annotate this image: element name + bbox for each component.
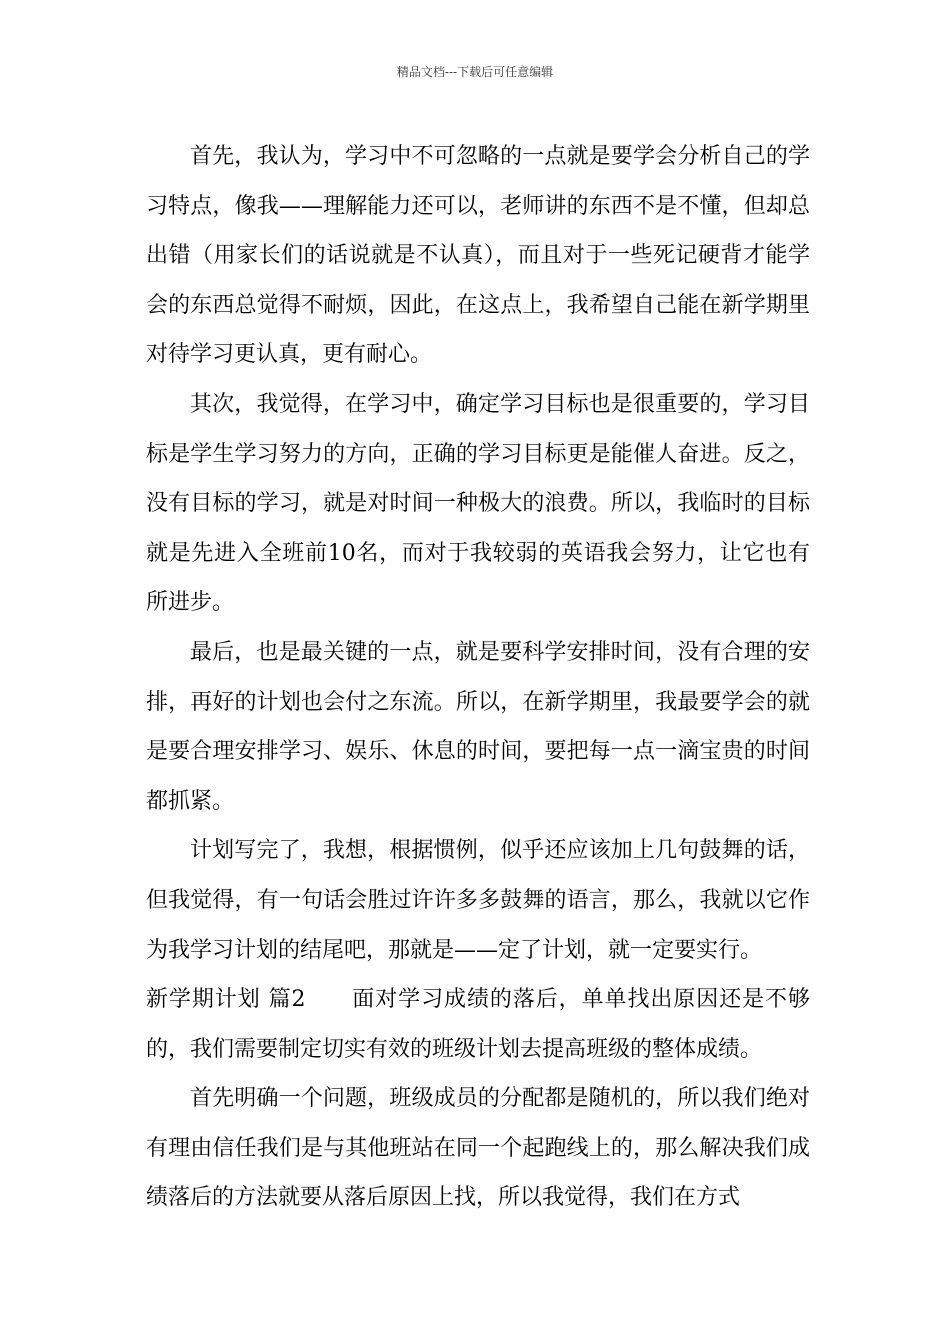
paragraph-learning-goals: 其次，我觉得，在学习中，确定学习目标也是很重要的，学习目标是学生学习努力的方向，正确的学习目标更是能催人奋进。反之，没有目标的学习，就是对时间一种极大的浪费。所以，我临时的目标就是先进入全班前10名，而对于我较弱的英语我会努力，让它也有所进步。 [146,391,810,616]
document-body [146,132,810,1223]
paragraph-analyze-learning: 首先，我认为，学习中不可忽略的一点就是要学会分析自己的学习特点，像我——理解能力还可以，老师讲的东西不是不懂，但却总出错（用家长们的话说就是不认真），而且对于一些死记硬背才能学会的东西总觉得不耐烦，因此，在这点上，我希望自己能在新学期里对待学习更认真，更有耐心。 [146,144,810,368]
paragraph-class-members: 首先明确一个问题，班级成员的分配都是随机的，所以我们绝对有理由信任我们是与其他班站在同一个起跑线上的，那么解决我们成绩落后的方法就要从落后原因上找，所以我觉得，我们在方式 [146,1086,810,1211]
paragraph-plan-2-intro: 新学期计划 篇2 面对学习成绩的落后，单单找出原因还是不够的，我们需要制定切实有效的班级计划去提高班级的整体成绩。 [146,987,810,1062]
paragraph-conclusion: 计划写完了，我想，根据惯例，似乎还应该加上几句鼓舞的话，但我觉得，有一句话会胜过许许多多鼓舞的语言，那么，我就以它作为我学习计划的结尾吧，那就是——定了计划，就一定要实行。 [146,838,810,963]
paragraph-time-management: 最后，也是最关键的一点，就是要科学安排时间，没有合理的安排，再好的计划也会付之东流。所以，在新学期里，我最要学会的就是要合理安排学习、娱乐、休息的时间，要把每一点一滴宝贵的时间都抓紧。 [146,639,810,814]
page-header: 精品文档---下载后可任意编辑 [396,65,554,79]
